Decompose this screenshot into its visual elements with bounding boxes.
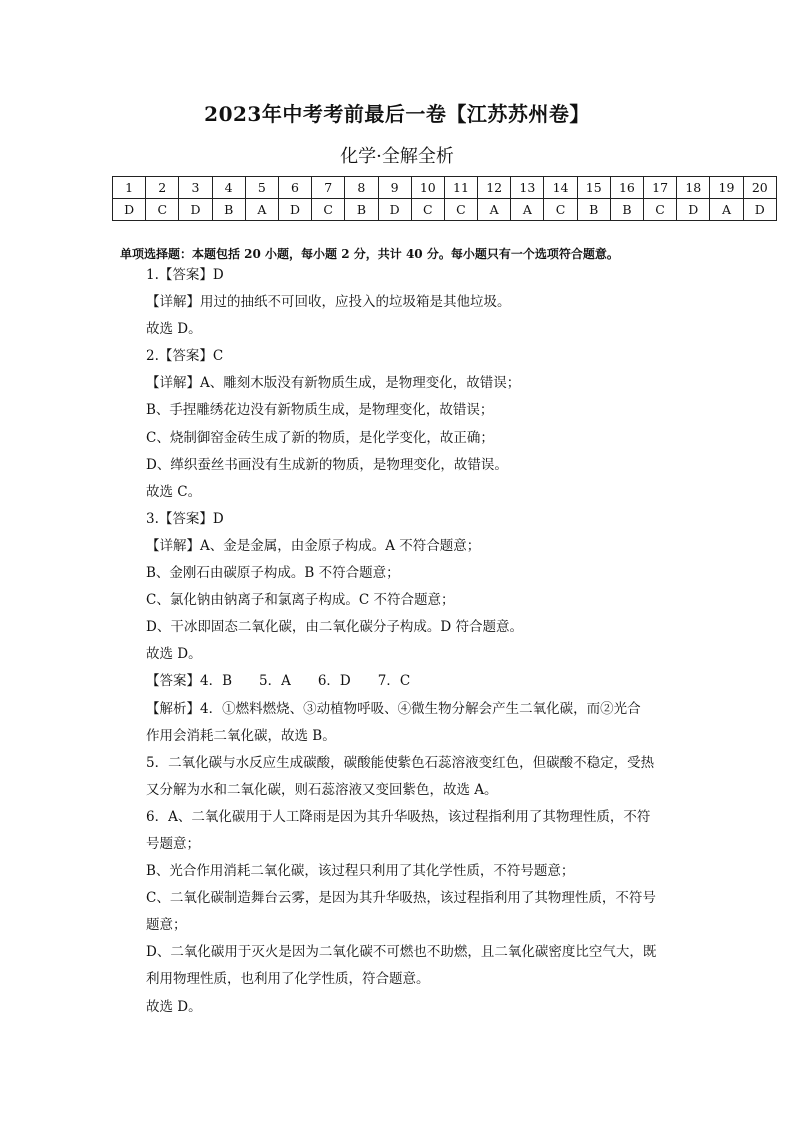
answer-cell: D bbox=[743, 199, 776, 221]
text-line: 5．二氧化碳与水反应生成碳酸，碳酸能使紫色石蕊溶液变红色，但碳酸不稳定，受热 bbox=[146, 754, 655, 771]
text-line: 故选 D。 bbox=[146, 321, 202, 338]
answer-cell: C bbox=[544, 199, 577, 221]
text-line: 故选 D。 bbox=[146, 646, 202, 663]
question-number: 11 bbox=[444, 177, 477, 199]
text-line: 【详解】A、雕刻木版没有新物质生成，是物理变化，故错误； bbox=[146, 375, 521, 392]
answer-cell: B bbox=[345, 199, 378, 221]
question-number: 5 bbox=[245, 177, 278, 199]
text-line: 3.【答案】D bbox=[146, 510, 224, 527]
question-number: 2 bbox=[146, 177, 179, 199]
text-line: C、二氧化碳制造舞台云雾，是因为其升华吸热，该过程指利用了其物理性质，不符号 bbox=[146, 890, 656, 907]
solution-text bbox=[146, 262, 686, 1021]
answer-cell: D bbox=[278, 199, 311, 221]
question-number: 3 bbox=[179, 177, 212, 199]
question-number: 18 bbox=[677, 177, 710, 199]
answer-cell: A bbox=[245, 199, 278, 221]
answer-cell: D bbox=[677, 199, 710, 221]
question-number: 16 bbox=[610, 177, 643, 199]
answer-cell: B bbox=[212, 199, 245, 221]
text-line: B、金刚石由碳原子构成。B 不符合题意； bbox=[146, 565, 400, 582]
question-number: 1 bbox=[113, 177, 146, 199]
text-line: 【解析】4．①燃料燃烧、③动植物呼吸、④微生物分解会产生二氧化碳，而②光合 bbox=[146, 700, 641, 717]
text-line: 又分解为水和二氧化碳，则石蕊溶液又变回紫色，故选 A。 bbox=[146, 781, 498, 798]
answer-table-number-row bbox=[113, 177, 777, 199]
answer-cell: D bbox=[113, 199, 146, 221]
answer-cell: A bbox=[511, 199, 544, 221]
question-number: 20 bbox=[743, 177, 776, 199]
text-line: B、手捏雕绣花边没有新物质生成，是物理变化，故错误； bbox=[146, 402, 494, 419]
answer-cell: C bbox=[444, 199, 477, 221]
question-number: 14 bbox=[544, 177, 577, 199]
text-line: 号题意； bbox=[146, 835, 200, 852]
page-title: 2023年中考考前最后一卷【江苏苏州卷】 bbox=[204, 102, 590, 126]
question-number: 13 bbox=[511, 177, 544, 199]
answer-cell: C bbox=[644, 199, 677, 221]
text-line: 【详解】A、金是金属，由金原子构成。A 不符合题意； bbox=[146, 537, 481, 554]
page-subtitle: 化学·全解全析 bbox=[340, 146, 454, 167]
text-line: B、光合作用消耗二氧化碳，该过程只利用了其化学性质，不符号题意； bbox=[146, 863, 575, 880]
answer-cell: A bbox=[710, 199, 743, 221]
section-heading: 单项选择题：本题包括 20 小题，每小题 2 分，共计 40 分。每小题只有一个选项符合题意。 bbox=[120, 247, 619, 261]
question-number: 17 bbox=[644, 177, 677, 199]
answer-cell: C bbox=[146, 199, 179, 221]
text-line: 利用物理性质，也利用了化学性质，符合题意。 bbox=[146, 971, 430, 988]
question-number: 12 bbox=[478, 177, 511, 199]
answer-cell: B bbox=[610, 199, 643, 221]
text-line: 1.【答案】D bbox=[146, 267, 224, 283]
question-number: 15 bbox=[577, 177, 610, 199]
text-line: 题意； bbox=[146, 917, 187, 934]
text-line: C、烧制御窑金砖生成了新的物质，是化学变化，故正确； bbox=[146, 429, 494, 446]
question-number: 10 bbox=[411, 177, 444, 199]
answer-cell: D bbox=[378, 199, 411, 221]
question-number: 8 bbox=[345, 177, 378, 199]
question-number: 19 bbox=[710, 177, 743, 199]
text-line: 6．A、二氧化碳用于人工降雨是因为其升华吸热，该过程指利用了其物理性质，不符 bbox=[146, 808, 651, 825]
text-line: 【答案】4．B 5．A 6．D 7．C bbox=[146, 673, 411, 690]
question-number: 7 bbox=[312, 177, 345, 199]
text-line: D、缂织蚕丝书画没有生成新的物质，是物理变化，故错误。 bbox=[146, 456, 508, 473]
answer-cell: B bbox=[577, 199, 610, 221]
text-line: 故选 D。 bbox=[146, 998, 202, 1015]
answer-table-answer-row bbox=[113, 199, 777, 221]
answer-table bbox=[112, 176, 777, 221]
text-line: 故选 C。 bbox=[146, 483, 202, 500]
text-line: D、干冰即固态二氧化碳，由二氧化碳分子构成。D 符合题意。 bbox=[146, 619, 523, 636]
question-number: 9 bbox=[378, 177, 411, 199]
text-line: 作用会消耗二氧化碳，故选 B。 bbox=[146, 727, 336, 744]
answer-cell: D bbox=[179, 199, 212, 221]
answer-cell: A bbox=[478, 199, 511, 221]
answer-cell: C bbox=[312, 199, 345, 221]
text-line: D、二氧化碳用于灭火是因为二氧化碳不可燃也不助燃，且二氧化碳密度比空气大，既 bbox=[146, 944, 657, 961]
text-line: 【详解】用过的抽纸不可回收，应投入的垃圾箱是其他垃圾。 bbox=[146, 294, 511, 311]
question-number: 6 bbox=[278, 177, 311, 199]
question-number: 4 bbox=[212, 177, 245, 199]
text-line: C、氯化钠由钠离子和氯离子构成。C 不符合题意； bbox=[146, 592, 455, 609]
text-line: 2.【答案】C bbox=[146, 348, 224, 365]
answer-cell: C bbox=[411, 199, 444, 221]
